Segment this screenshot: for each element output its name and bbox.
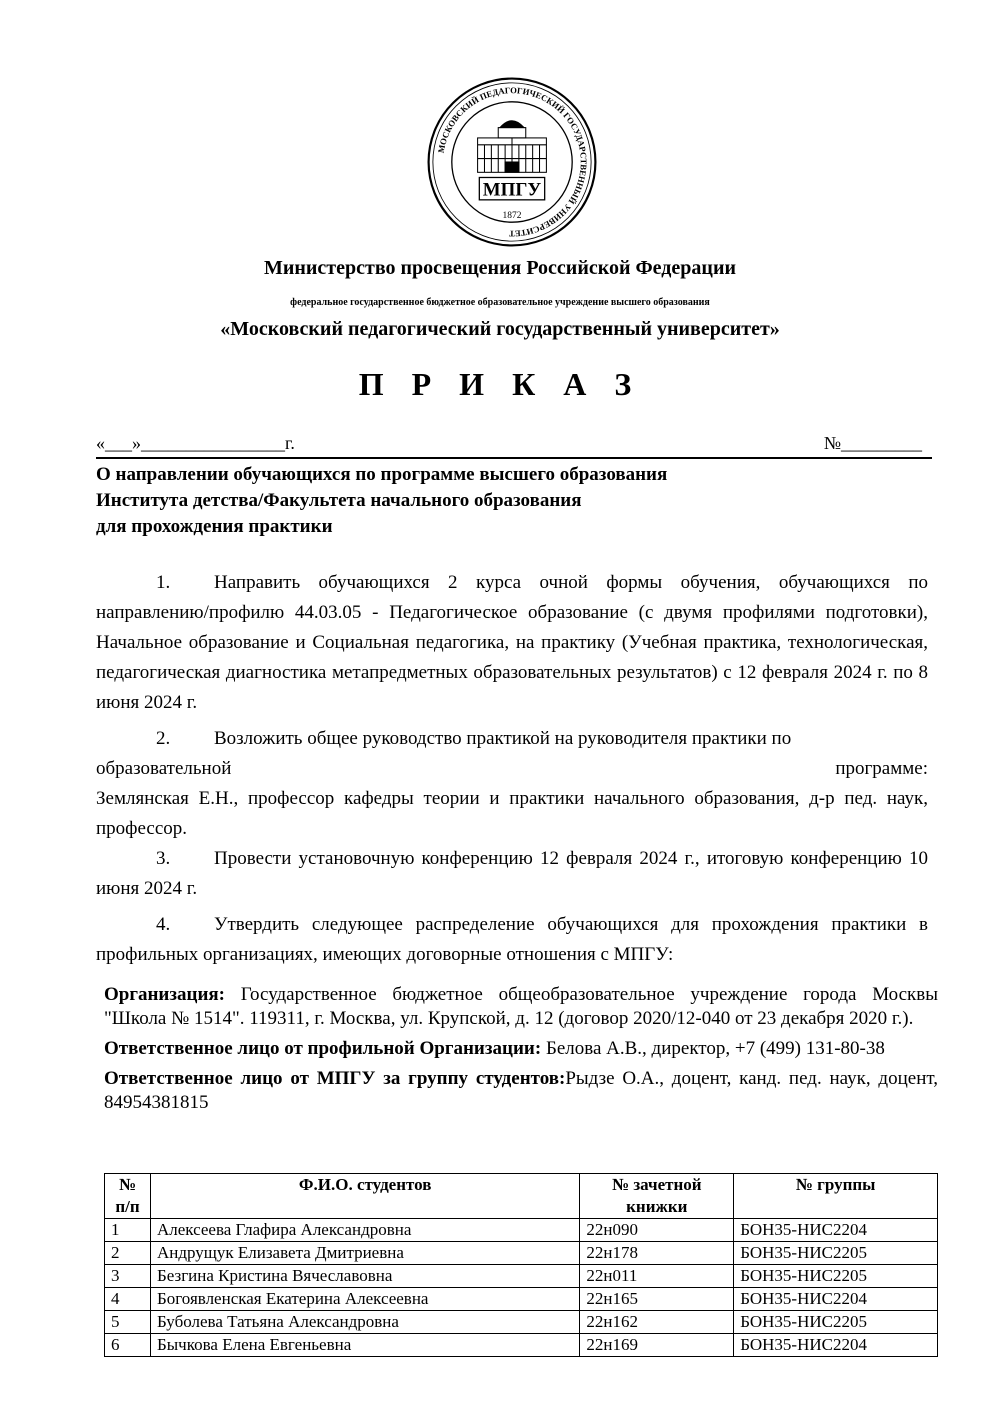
cell-student-name: Богоявленская Екатерина Алексеевна xyxy=(150,1288,579,1311)
responsible-org-text: Белова А.В., директор, +7 (499) 131-80-38 xyxy=(541,1038,885,1059)
document-type-title: П Р И К А З xyxy=(358,366,642,402)
cell-number: 5 xyxy=(105,1311,151,1334)
institution-type: федеральное государственное бюджетное образовательное учреждение высшего образования xyxy=(290,297,710,308)
cell-record-book: 22н011 xyxy=(580,1265,734,1288)
svg-text:1872: 1872 xyxy=(502,210,522,221)
subject-line: Института детства/Факультета начального образования xyxy=(96,490,582,511)
table-row xyxy=(105,1265,938,1288)
subject-line: О направлении обучающихся по программе высшего образования xyxy=(96,464,668,485)
table-row xyxy=(105,1219,938,1242)
item-number: 2. xyxy=(156,728,171,749)
item-number: 3. xyxy=(156,848,171,869)
date-field: «___»________________г. xyxy=(96,433,295,453)
item-number: 4. xyxy=(156,914,171,935)
cell-number: 4 xyxy=(105,1288,151,1311)
ministry-title: Министерство просвещения Российской Федерации xyxy=(263,257,736,279)
item-text: Провести установочную конференцию 12 февраля 2024 г., итоговую конференцию 10 июня 2024 г. xyxy=(96,848,928,899)
cell-record-book: 22н162 xyxy=(580,1311,734,1334)
cell-student-name: Алексеева Глафира Александровна xyxy=(150,1219,579,1242)
item-text: образовательной xyxy=(96,758,232,779)
organization-info xyxy=(104,983,938,1031)
cell-record-book: 22н165 xyxy=(580,1288,734,1311)
item-text: Землянская Е.Н., профессор кафедры теории и практики начального образования, д-р пед. наук, профессор. xyxy=(96,788,928,839)
table-row xyxy=(105,1242,938,1265)
students-table xyxy=(104,1173,938,1357)
item-text: Утвердить следующее распределение обучающихся для прохождения практики в профильных организациях, имеющих договорные отношения с МПГУ: xyxy=(96,914,928,965)
responsible-org-label: Ответственное лицо от профильной Организации: xyxy=(104,1038,542,1059)
item-text: программе: xyxy=(835,758,928,779)
order-number-field: №_________ xyxy=(823,433,922,453)
col-header-number: № п/п xyxy=(105,1174,151,1219)
building-icon xyxy=(478,121,547,173)
order-item-2 xyxy=(96,724,928,754)
organization-block xyxy=(104,983,938,1121)
svg-text:МОСКОВСКИЙ ПЕДАГОГИЧЕСКИЙ ГОСУ: МОСКОВСКИЙ ПЕДАГОГИЧЕСКИЙ ГОСУДАРСТВЕННЫЙ УНИВЕРСИТЕТ xyxy=(435,85,589,239)
col-header-name: Ф.И.О. студентов xyxy=(150,1174,579,1219)
svg-text:МПГУ: МПГУ xyxy=(482,179,542,201)
item-number: 1. xyxy=(156,572,171,593)
order-item-1 xyxy=(96,568,928,718)
cell-group: БОН35-НИС2205 xyxy=(734,1311,938,1334)
table-row xyxy=(105,1311,938,1334)
cell-group: БОН35-НИС2204 xyxy=(734,1334,938,1357)
cell-student-name: Безгина Кристина Вячеславовна xyxy=(150,1265,579,1288)
cell-record-book: 22н178 xyxy=(580,1242,734,1265)
organization-label: Организация: xyxy=(104,984,226,1005)
table-row xyxy=(105,1334,938,1357)
cell-student-name: Буболева Татьяна Александровна xyxy=(150,1311,579,1334)
university-name: «Московский педагогический государственный университет» xyxy=(220,318,780,340)
order-body xyxy=(96,568,928,970)
table-header-row xyxy=(105,1174,938,1219)
university-seal-logo xyxy=(426,76,598,248)
organization-text: Государственное бюджетное общеобразовательное учреждение города Москвы "Школа № 1514". 119311, г. Москва, ул. Крупской, д. 12 (договор 2020/12-040 от 23 декабря 2020 г.). xyxy=(104,984,938,1029)
cell-number: 1 xyxy=(105,1219,151,1242)
item-text: Возложить общее руководство практикой на руководителя практики по xyxy=(214,728,792,749)
cell-record-book: 22н169 xyxy=(580,1334,734,1357)
order-item-4 xyxy=(96,910,928,970)
cell-student-name: Андрущук Елизавета Дмитриевна xyxy=(150,1242,579,1265)
responsible-mpgu-text: Рыдзе О.А., доцент, канд. пед. наук, доцент, 84954381815 xyxy=(104,1068,938,1113)
responsible-mpgu-label: Ответственное лицо от МПГУ за группу студентов: xyxy=(104,1068,566,1089)
subject-line: для прохождения практики xyxy=(96,516,333,537)
col-header-group: № группы xyxy=(734,1174,938,1219)
cell-group: БОН35-НИС2204 xyxy=(734,1288,938,1311)
order-subject xyxy=(96,462,936,540)
cell-number: 2 xyxy=(105,1242,151,1265)
responsible-org-info xyxy=(104,1037,938,1061)
cell-group: БОН35-НИС2205 xyxy=(734,1265,938,1288)
cell-record-book: 22н090 xyxy=(580,1219,734,1242)
responsible-mpgu-info xyxy=(104,1067,938,1115)
cell-student-name: Бычкова Елена Евгеньевна xyxy=(150,1334,579,1357)
cell-number: 3 xyxy=(105,1265,151,1288)
table-row xyxy=(105,1288,938,1311)
order-item-2-line2 xyxy=(96,754,928,784)
order-item-2-line3 xyxy=(96,784,928,844)
cell-number: 6 xyxy=(105,1334,151,1357)
cell-group: БОН35-НИС2205 xyxy=(734,1242,938,1265)
col-header-record-book: № зачетной книжки xyxy=(580,1174,734,1219)
order-item-3 xyxy=(96,844,928,904)
cell-group: БОН35-НИС2204 xyxy=(734,1219,938,1242)
date-number-line xyxy=(96,433,932,459)
item-text: Направить обучающихся 2 курса очной формы обучения, обучающихся по направлению/профилю 44.03.05 - Педагогическое образование (с двумя профилями подготовки), Начальное образование и Социальная педагогика, на практику (Учебная практика, технологическая, педагогическая диагностика метапредметных образовательных результатов) с 12 февраля 2024 г. по 8 июня 2024 г. xyxy=(96,572,928,713)
